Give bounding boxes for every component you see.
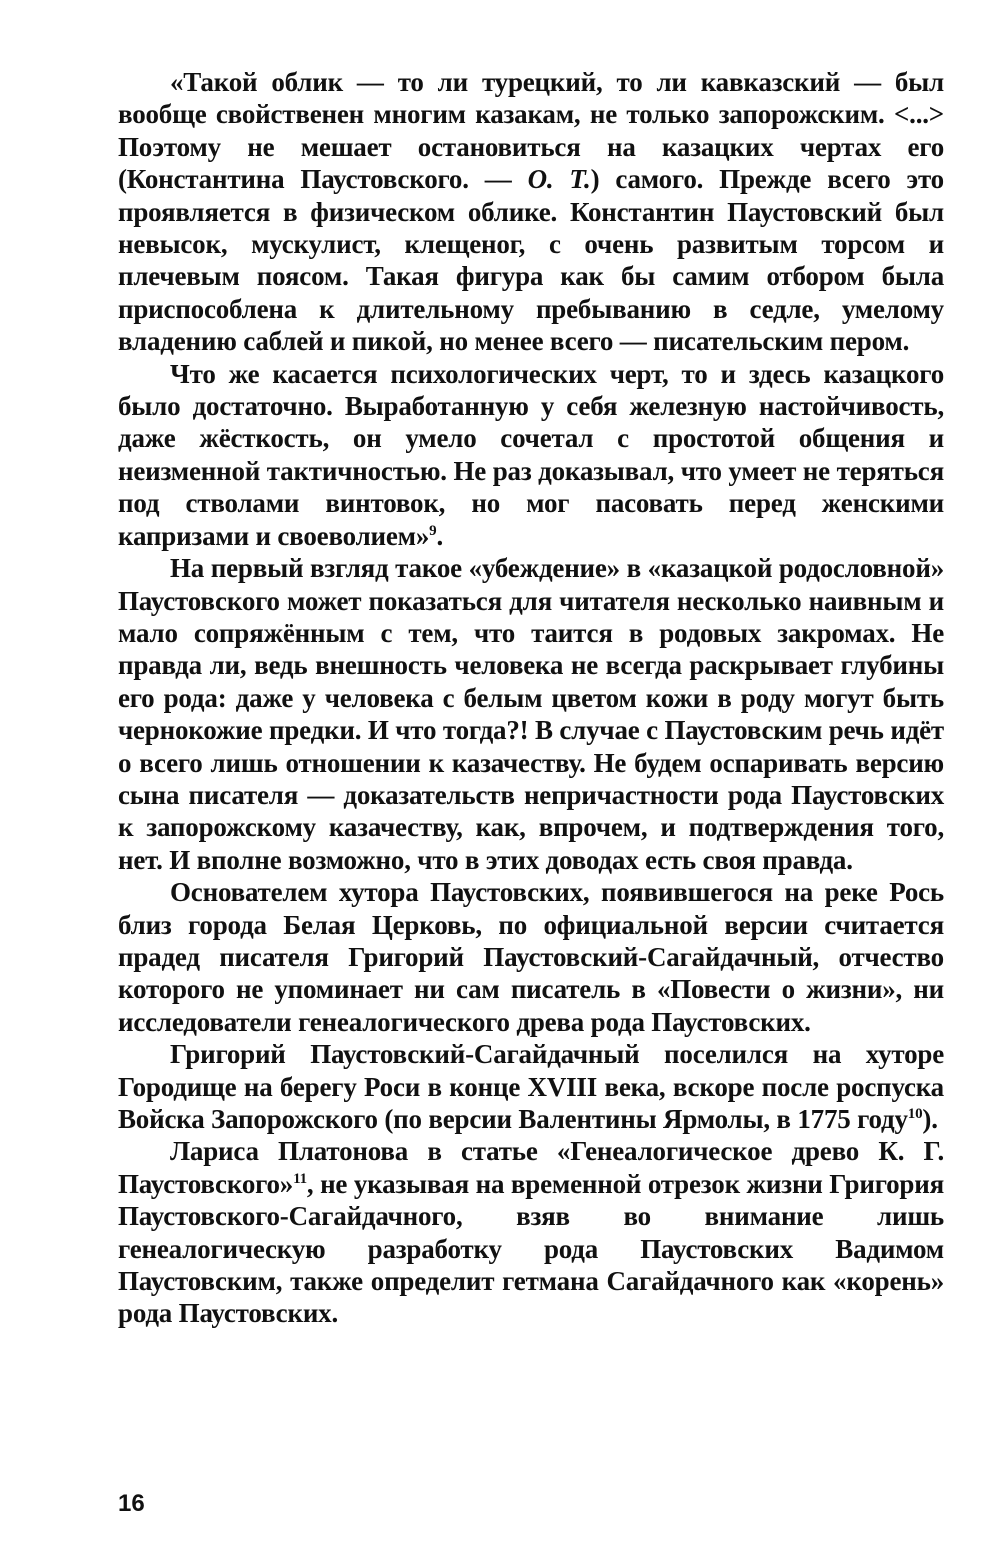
footnote-ref-10: 10 (907, 1106, 923, 1122)
book-page-text (118, 66, 944, 1330)
paragraph-2 (118, 358, 944, 552)
paragraph-3 (118, 552, 944, 876)
text-run: На первый взгляд такое «убеждение» в «казацкой родословной» Паустовского может показаться для читателя несколько наивным и мало сопряжённым с тем, что таится в родовых закромах. Не правда ли, ведь внешность человека не всегда раскрывает глубины его рода: даже у человека с белым цветом кожи в роду могут быть чернокожие предки. И что тогда?! В случае с Паустовским речь идёт о всего лишь отношении к казачеству. Не будем оспаривать версию сына писателя — доказательств непричастности рода Паустовских к запорожскому казачеству, как, впрочем, и подтверждения того, нет. И вполне возможно, что в этих доводах есть своя правда. (118, 553, 944, 875)
paragraph-5 (118, 1038, 944, 1135)
footnote-ref-9: 9 (429, 522, 437, 539)
text-run: Лариса Платонова в статье «Генеалогическое древо К. Г. Паустовского» (118, 1136, 944, 1199)
text-run: Основателем хутора Паустовских, появившегося на реке Рось близ города Белая Церковь, по официальной версии считается прадед писателя Григорий Паустовский-Сагайдачный, отчество которого не упоминает ни сам писатель в «Повести о жизни», ни исследователи генеалогического древа рода Паустовских. (118, 877, 944, 1037)
initials-italic: О. Т. (527, 164, 591, 195)
text-run: «Такой облик — то ли турецкий, то ли кавказский — был вообще свойственен многим казакам, не только запорожским. <...> Поэтому не мешает остановиться на казацких чертах его (Константина Паустовского. — (118, 67, 944, 195)
text-run: Григорий Паустовский-Сагайдачный поселился на хуторе Городище на берегу Роси в конце XVIII века, вскоре после роспуска Войска Запорожского (по версии Валентины Ярмолы, в 1775 году (118, 1039, 944, 1134)
footnote-ref-11: 11 (293, 1170, 307, 1187)
page-number: 16 (118, 1490, 145, 1517)
paragraph-6 (118, 1135, 944, 1329)
text-run: , не указывая на временной отрезок жизни Григория Паустовского-Сагайдачного, взяв во внимание лишь генеалогическую разработку рода Паустовских Вадимом Паустовским, также определит гетмана Сагайдачного как «корень» рода Паустовских. (118, 1168, 944, 1329)
text-run: Что же касается психологических черт, то и здесь казацкого было достаточно. Выработанную у себя железную настойчивость, даже жёсткость, он умело сочетал с простотой общения и неизменной тактичностью. Не раз доказывал, что умеет не теряться под стволами винтовок, но мог пасовать перед женскими капризами и своеволием» (118, 358, 944, 551)
paragraph-1 (118, 66, 944, 358)
text-run: ). (922, 1104, 938, 1134)
paragraph-4 (118, 876, 944, 1038)
text-run: . (436, 520, 444, 551)
text-run: ) самого. Прежде всего это проявляется в физическом облике. Константин Паустовский был невысок, мускулист, клещеног, с очень развитым торсом и плечевым поясом. Такая фигура как бы самим отбором была приспособлена к длительному пребыванию в седле, умелому владению саблей и пикой, но менее всего — писательским пером. (118, 164, 944, 357)
